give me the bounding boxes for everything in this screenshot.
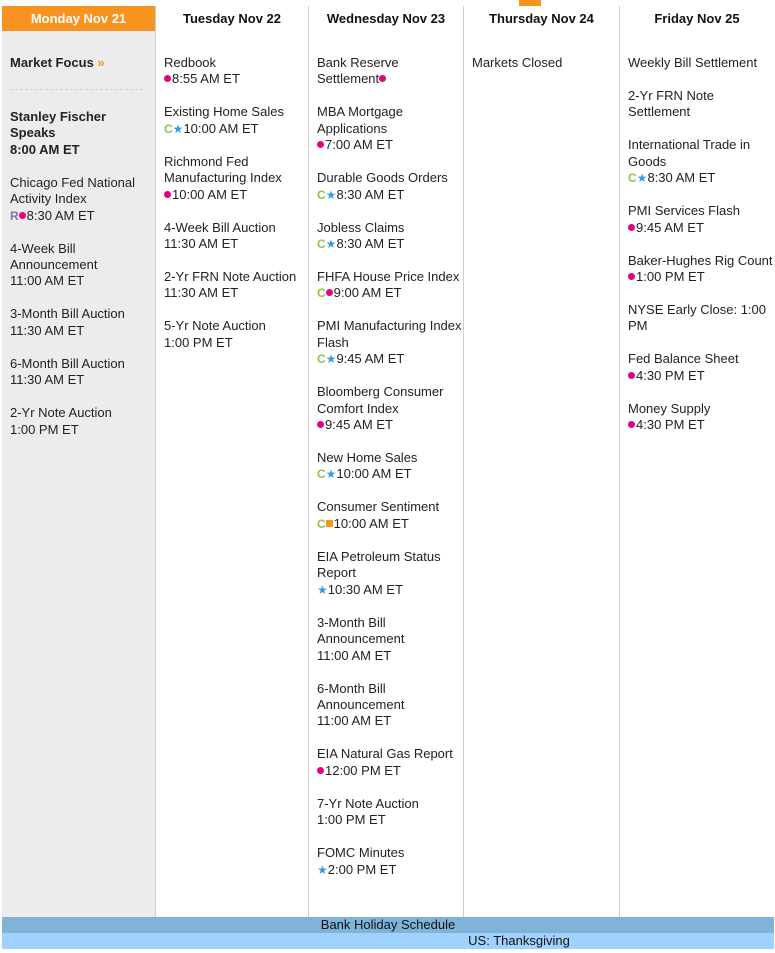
calendar-event[interactable] (317, 549, 463, 598)
event-title: New Home Sales (317, 450, 418, 466)
calendar-event[interactable] (472, 55, 619, 71)
event-time: 10:00 AM ET (183, 120, 259, 136)
event-title: EIA Natural Gas Report (317, 746, 453, 762)
event-time: 11:00 AM ET (317, 713, 392, 729)
calendar-event[interactable] (317, 170, 463, 203)
dot-icon (628, 421, 635, 428)
event-title: Baker-Hughes Rig Count (628, 252, 773, 268)
day-columns (2, 31, 774, 917)
dot-icon (19, 212, 26, 219)
event-time: 1:00 PM ET (317, 812, 386, 828)
event-time-line (317, 763, 463, 779)
dot-icon (317, 141, 324, 148)
event-title: Richmond Fed Manufacturing Index (164, 153, 282, 186)
calendar-event[interactable] (317, 104, 463, 153)
event-title: Redbook (164, 55, 217, 70)
event-time: 9:45 AM ET (336, 351, 405, 367)
event-time-line (317, 137, 463, 153)
double-chevron-right-icon: » (97, 55, 105, 70)
column-thursday (463, 31, 619, 917)
event-title: 3-Month Bill Auction (10, 306, 125, 322)
event-title: Money Supply (628, 400, 711, 416)
calendar-event[interactable] (628, 401, 774, 434)
event-title: Consumer Sentiment (317, 499, 440, 515)
event-time-line (317, 862, 463, 878)
event-time: 8:30 AM ET (647, 170, 716, 186)
event-title: PMI Services Flash (628, 203, 740, 219)
star-icon: ★ (325, 187, 337, 202)
calendar-event[interactable] (317, 746, 463, 779)
star-icon: ★ (636, 171, 648, 186)
bank-holiday-row (2, 933, 774, 949)
event-title: 4-Week Bill Announcement (10, 240, 98, 273)
consensus-c-icon: C (317, 286, 326, 301)
event-title: NYSE Early Close: 1:00 PM (628, 302, 767, 334)
event-title: Weekly Bill Settlement (628, 55, 758, 70)
event-time-line (317, 466, 463, 482)
calendar-event[interactable] (317, 220, 463, 253)
column-tuesday (155, 31, 308, 917)
event-time-line (628, 368, 774, 384)
dot-icon (317, 421, 324, 428)
event-time-line (164, 236, 308, 252)
event-time-line (317, 713, 463, 729)
event-time: 4:30 PM ET (636, 417, 705, 433)
event-time: 10:00 AM ET (333, 515, 409, 531)
event-time-line (10, 422, 155, 438)
calendar-event[interactable] (317, 450, 463, 483)
bank-holiday-header: Bank Holiday Schedule (2, 917, 774, 933)
calendar-event[interactable] (628, 55, 774, 71)
event-time-line (317, 582, 463, 598)
day-header-thursday[interactable]: Thursday Nov 24 (463, 6, 619, 31)
event-title: Existing Home Sales (164, 104, 284, 120)
event-time: 11:00 AM ET (317, 647, 392, 663)
event-title: FOMC Minutes (317, 845, 405, 861)
calendar-event[interactable] (10, 241, 155, 290)
event-time-line (10, 323, 155, 339)
calendar-event[interactable] (628, 351, 774, 384)
event-time: 1:00 PM ET (10, 421, 79, 437)
event-title: 2-Yr FRN Note Settlement (628, 88, 714, 120)
market-focus-link[interactable] (10, 55, 155, 70)
column-wednesday (308, 31, 463, 917)
event-time-line (10, 273, 155, 289)
event-title: Chicago Fed National Activity Index (10, 174, 136, 207)
calendar-event[interactable] (628, 253, 774, 286)
event-title: Bloomberg Consumer Comfort Index (317, 384, 444, 416)
day-header-friday[interactable]: Friday Nov 25 (619, 6, 774, 31)
star-icon: ★ (325, 352, 337, 367)
calendar-event[interactable] (317, 615, 463, 664)
event-title: Stanley Fischer Speaks (10, 109, 107, 141)
star-icon: ★ (325, 467, 337, 482)
consensus-c-icon: C (317, 187, 326, 202)
dot-icon (326, 289, 333, 296)
event-title: 6-Month Bill Auction (10, 355, 125, 371)
event-time: 10:30 AM ET (327, 581, 403, 597)
calendar-event[interactable] (628, 88, 774, 121)
event-time: 8:30 AM ET (336, 236, 405, 252)
event-time: 2:00 PM ET (327, 861, 397, 877)
event-title: 3-Month Bill Announcement (317, 614, 405, 647)
calendar-event[interactable] (10, 405, 155, 438)
event-time-line (628, 170, 774, 186)
event-time: 10:00 AM ET (336, 466, 412, 482)
calendar-event[interactable] (164, 269, 308, 302)
calendar-event[interactable] (317, 318, 463, 367)
event-time: 12:00 PM ET (325, 762, 401, 778)
dot-icon (164, 75, 171, 82)
event-time-line (317, 351, 463, 367)
event-time: 8:00 AM ET (10, 141, 80, 157)
event-time-line (164, 121, 308, 137)
event-title: Bank Reserve Settlement (317, 55, 399, 87)
calendar-event[interactable] (317, 845, 463, 878)
event-time: 11:30 AM ET (10, 372, 85, 388)
event-time-line (317, 516, 463, 532)
market-focus-label: Market Focus (10, 55, 94, 70)
event-time-line (628, 269, 774, 285)
star-icon: ★ (325, 237, 337, 252)
calendar-event[interactable] (317, 681, 463, 730)
consensus-c-icon: C (628, 171, 637, 186)
square-icon (326, 520, 333, 527)
event-time-line (317, 812, 463, 828)
day-header-wednesday[interactable]: Wednesday Nov 23 (308, 6, 463, 31)
star-icon: ★ (317, 862, 328, 877)
dot-icon (164, 191, 171, 198)
calendar-event[interactable] (317, 55, 463, 88)
event-title: Markets Closed (472, 55, 563, 70)
revision-r-icon: R (10, 208, 19, 223)
consensus-c-icon: C (164, 121, 173, 136)
column-monday (2, 31, 155, 917)
event-title: Fed Balance Sheet (628, 351, 739, 367)
event-title: MBA Mortgage Applications (317, 104, 403, 136)
event-time: 10:00 AM ET (172, 186, 248, 202)
event-title: 5-Yr Note Auction (164, 318, 266, 334)
event-time-line (628, 417, 774, 433)
event-time: 9:45 AM ET (325, 417, 393, 433)
consensus-c-icon: C (317, 352, 326, 367)
dot-icon (628, 273, 635, 280)
event-time-line (628, 220, 774, 236)
calendar-event[interactable] (317, 269, 463, 302)
event-time-line (317, 187, 463, 203)
divider (10, 89, 143, 90)
event-time-line (317, 236, 463, 252)
event-time: 11:00 AM ET (10, 273, 85, 289)
event-time-line (164, 187, 308, 203)
event-time: 11:30 AM ET (164, 236, 239, 252)
event-time: 8:55 AM ET (172, 71, 240, 87)
event-time-line (164, 335, 308, 351)
consensus-c-icon: C (317, 516, 326, 531)
event-title: International Trade in Goods (628, 137, 751, 169)
event-time-line (317, 648, 463, 664)
event-title: Durable Goods Orders (317, 170, 448, 186)
calendar-event[interactable] (10, 175, 155, 224)
event-time-line (10, 142, 155, 158)
star-icon: ★ (317, 582, 328, 597)
calendar-event[interactable] (317, 796, 463, 829)
event-time: 8:30 AM ET (26, 207, 95, 223)
event-time: 9:45 AM ET (636, 219, 704, 235)
event-time: 9:00 AM ET (333, 285, 402, 301)
event-time: 8:30 AM ET (336, 186, 405, 202)
dot-icon (379, 75, 386, 82)
event-time-line (10, 208, 155, 224)
event-title: 6-Month Bill Announcement (317, 680, 405, 712)
star-icon: ★ (172, 121, 184, 136)
event-time-line (164, 71, 308, 87)
calendar-event[interactable] (628, 203, 774, 236)
event-title: 2-Yr FRN Note Auction (164, 269, 297, 285)
calendar-event[interactable] (164, 104, 308, 137)
event-time: 4:30 PM ET (636, 367, 705, 383)
event-title: 2-Yr Note Auction (10, 405, 112, 421)
event-title: Jobless Claims (317, 219, 405, 235)
calendar-event[interactable] (317, 384, 463, 433)
event-time-line (164, 285, 308, 301)
consensus-c-icon: C (317, 237, 326, 252)
event-time: 7:00 AM ET (325, 137, 393, 153)
day-header-tuesday[interactable]: Tuesday Nov 22 (155, 6, 308, 31)
calendar-event[interactable] (10, 109, 155, 158)
calendar-event[interactable] (317, 499, 463, 532)
event-time: 11:30 AM ET (164, 285, 239, 301)
column-friday (619, 31, 774, 917)
day-header-row (2, 6, 774, 31)
calendar-event[interactable] (628, 302, 774, 335)
calendar-event[interactable] (164, 55, 308, 88)
dot-icon (317, 767, 324, 774)
event-title: 4-Week Bill Auction (164, 219, 276, 235)
event-title: EIA Petroleum Status Report (317, 548, 441, 581)
economic-calendar (2, 0, 774, 953)
event-time-line (10, 372, 155, 388)
event-title: 7-Yr Note Auction (317, 795, 419, 811)
dot-icon (628, 372, 635, 379)
event-time-line (317, 285, 463, 301)
calendar-event[interactable] (10, 356, 155, 389)
calendar-event[interactable] (164, 154, 308, 203)
calendar-event[interactable] (628, 137, 774, 186)
event-title: FHFA House Price Index (317, 269, 460, 285)
event-time: 1:00 PM ET (164, 334, 233, 350)
calendar-event[interactable] (10, 306, 155, 339)
event-time-line (317, 417, 463, 433)
event-time: 1:00 PM ET (636, 269, 705, 285)
bank-holiday-note: US: Thanksgiving (468, 933, 570, 948)
event-time: 11:30 AM ET (10, 322, 85, 338)
dot-icon (628, 224, 635, 231)
consensus-c-icon: C (317, 467, 326, 482)
day-header-monday[interactable]: Monday Nov 21 (2, 6, 155, 31)
event-title: PMI Manufacturing Index Flash (317, 318, 462, 350)
calendar-event[interactable] (164, 318, 308, 351)
calendar-event[interactable] (164, 220, 308, 253)
